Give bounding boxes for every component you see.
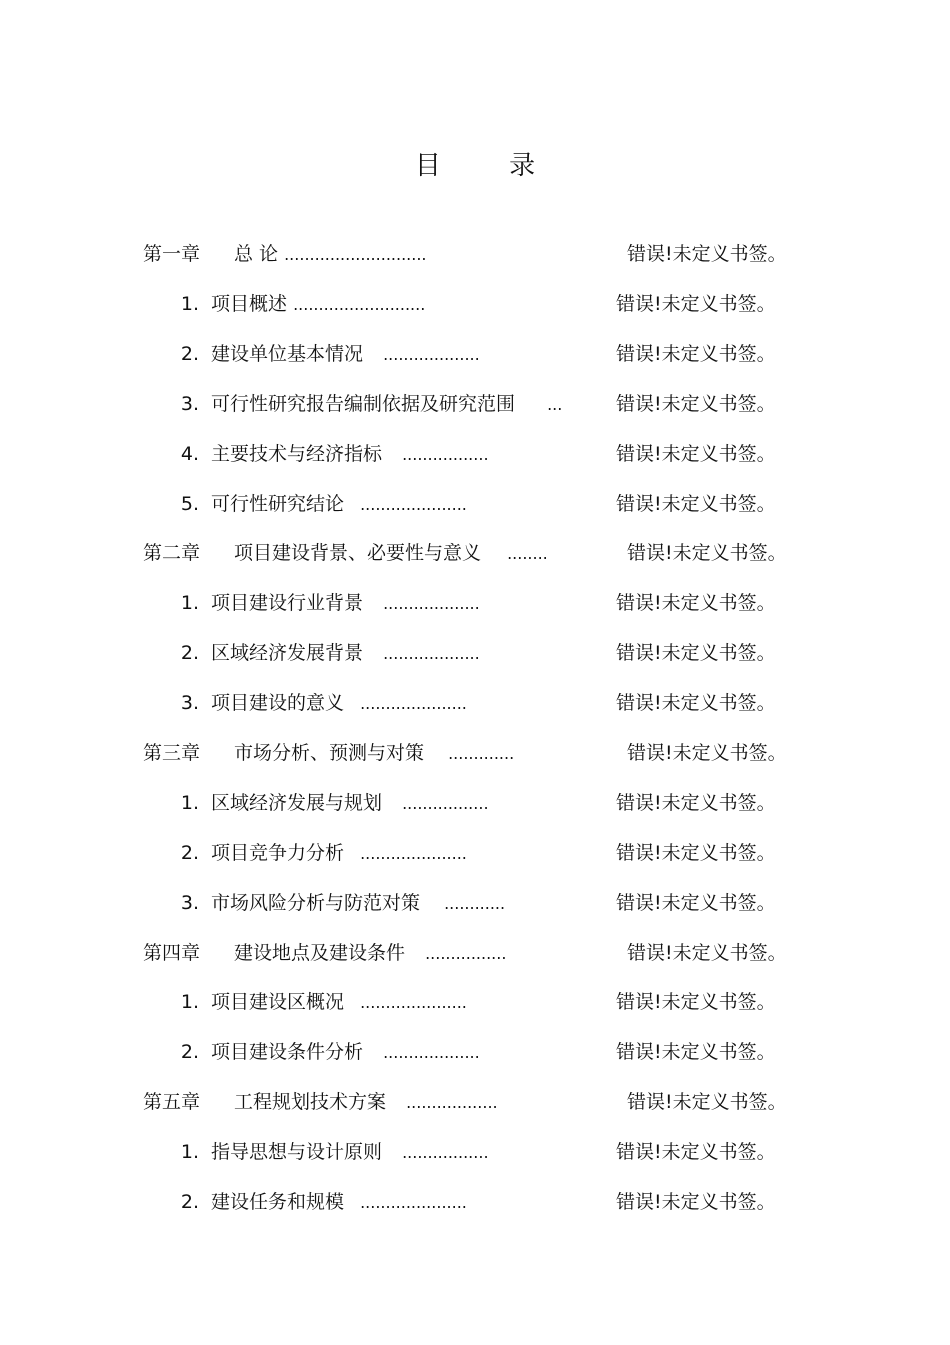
toc-entry-section-3-1[interactable] xyxy=(0,788,950,818)
page-reference: 错误!未定义书签。 xyxy=(616,842,776,864)
page-reference: 错误!未定义书签。 xyxy=(616,592,776,614)
section-title-text: 可行性研究报告编制依据及研究范围 xyxy=(211,393,516,415)
section-number: 3. xyxy=(180,892,199,914)
section-title xyxy=(211,788,489,819)
chapter-title xyxy=(234,938,506,969)
section-title-text: 主要技术与经济指标 xyxy=(211,443,383,465)
toc-entry-section-3-3[interactable] xyxy=(0,888,950,918)
page-title: 目 录 xyxy=(414,151,566,181)
section-title-text: 项目建设区概况 xyxy=(211,991,345,1013)
section-number: 5. xyxy=(180,493,199,515)
chapter-title xyxy=(234,538,548,569)
page-reference: 错误!未定义书签。 xyxy=(616,792,776,814)
chapter-title-text: 总 论 xyxy=(234,243,279,265)
section-title-text: 项目建设的意义 xyxy=(211,692,345,714)
toc-entry-section-1-5[interactable] xyxy=(0,489,950,519)
section-number: 3. xyxy=(180,393,199,415)
section-title xyxy=(211,838,467,869)
dot-leader: ... xyxy=(547,395,563,414)
toc-entry-chapter-3[interactable] xyxy=(0,738,950,768)
page-reference: 错误!未定义书签。 xyxy=(616,393,776,415)
chapter-label: 第四章 xyxy=(143,942,201,964)
section-title xyxy=(211,389,562,420)
dot-leader: .......................... xyxy=(293,295,426,314)
section-number: 2. xyxy=(180,642,199,664)
section-number: 4. xyxy=(180,443,199,465)
dot-leader: ................... xyxy=(383,345,480,364)
toc-entry-chapter-2[interactable] xyxy=(0,538,950,568)
dot-leader: ................. xyxy=(402,794,489,813)
section-title-text: 项目竞争力分析 xyxy=(211,842,345,864)
page-reference: 错误!未定义书签。 xyxy=(616,343,776,365)
chapter-title xyxy=(234,239,427,270)
dot-leader: ..................... xyxy=(360,993,467,1012)
page-reference: 错误!未定义书签。 xyxy=(616,692,776,714)
toc-entry-section-1-1[interactable] xyxy=(0,289,950,319)
section-title xyxy=(211,439,489,470)
page-reference: 错误!未定义书签。 xyxy=(627,542,787,564)
section-title-text: 建设任务和规模 xyxy=(211,1191,345,1213)
chapter-title-text: 项目建设背景、必要性与意义 xyxy=(234,542,482,564)
section-title xyxy=(211,339,480,370)
page-reference: 错误!未定义书签。 xyxy=(627,243,787,265)
dot-leader: ............................ xyxy=(284,245,427,264)
page-reference: 错误!未定义书签。 xyxy=(627,942,787,964)
dot-leader: ........ xyxy=(507,544,548,563)
section-title xyxy=(211,987,467,1018)
page-reference: 错误!未定义书签。 xyxy=(616,991,776,1013)
toc-entry-section-1-3[interactable] xyxy=(0,389,950,419)
chapter-label: 第三章 xyxy=(143,742,201,764)
section-number: 1. xyxy=(180,991,199,1013)
section-title xyxy=(211,638,480,669)
toc-entry-section-2-1[interactable] xyxy=(0,588,950,618)
toc-entry-section-1-2[interactable] xyxy=(0,339,950,369)
section-title xyxy=(211,289,425,320)
chapter-title-text: 建设地点及建设条件 xyxy=(234,942,406,964)
section-number: 2. xyxy=(180,343,199,365)
chapter-title xyxy=(234,738,514,769)
section-title-text: 项目概述 xyxy=(211,293,288,315)
dot-leader: ..................... xyxy=(360,844,467,863)
section-title xyxy=(211,489,467,520)
section-title-text: 可行性研究结论 xyxy=(211,493,345,515)
page-reference: 错误!未定义书签。 xyxy=(616,493,776,515)
section-title xyxy=(211,1037,480,1068)
section-title xyxy=(211,888,505,919)
page-reference: 错误!未定义书签。 xyxy=(616,892,776,914)
page-reference: 错误!未定义书签。 xyxy=(616,443,776,465)
toc-entry-section-5-1[interactable] xyxy=(0,1137,950,1167)
section-title xyxy=(211,688,467,719)
toc-entry-section-4-1[interactable] xyxy=(0,987,950,1017)
section-title xyxy=(211,1187,467,1218)
toc-entry-chapter-5[interactable] xyxy=(0,1087,950,1117)
section-title xyxy=(211,1137,489,1168)
section-title-text: 区域经济发展背景 xyxy=(211,642,364,664)
dot-leader: ................. xyxy=(402,1143,489,1162)
chapter-label: 第一章 xyxy=(143,243,201,265)
section-title-text: 项目建设行业背景 xyxy=(211,592,364,614)
page-reference: 错误!未定义书签。 xyxy=(616,1191,776,1213)
dot-leader: ............. xyxy=(448,744,515,763)
section-number: 1. xyxy=(180,1141,199,1163)
section-number: 2. xyxy=(180,1041,199,1063)
toc-entry-section-4-2[interactable] xyxy=(0,1037,950,1067)
section-title-text: 市场风险分析与防范对策 xyxy=(211,892,421,914)
page-reference: 错误!未定义书签。 xyxy=(627,1091,787,1113)
dot-leader: ................... xyxy=(383,594,480,613)
dot-leader: ................... xyxy=(383,1043,480,1062)
dot-leader: ..................... xyxy=(360,1193,467,1212)
dot-leader: ................. xyxy=(402,445,489,464)
toc-entry-section-2-3[interactable] xyxy=(0,688,950,718)
section-number: 1. xyxy=(180,293,199,315)
section-number: 1. xyxy=(180,792,199,814)
section-number: 2. xyxy=(180,842,199,864)
section-number: 1. xyxy=(180,592,199,614)
section-title-text: 指导思想与设计原则 xyxy=(211,1141,383,1163)
dot-leader: ................ xyxy=(425,944,507,963)
section-title-text: 项目建设条件分析 xyxy=(211,1041,364,1063)
page-reference: 错误!未定义书签。 xyxy=(616,642,776,664)
dot-leader: ..................... xyxy=(360,694,467,713)
toc-entry-chapter-1[interactable] xyxy=(0,239,950,269)
dot-leader: ..................... xyxy=(360,495,467,514)
dot-leader: ............ xyxy=(444,894,506,913)
page-reference: 错误!未定义书签。 xyxy=(616,293,776,315)
section-title-text: 区域经济发展与规划 xyxy=(211,792,383,814)
chapter-title-text: 工程规划技术方案 xyxy=(234,1091,387,1113)
section-title-text: 建设单位基本情况 xyxy=(211,343,364,365)
dot-leader: ................... xyxy=(383,644,480,663)
toc-entry-chapter-4[interactable] xyxy=(0,938,950,968)
chapter-title-text: 市场分析、预测与对策 xyxy=(234,742,425,764)
page-reference: 错误!未定义书签。 xyxy=(627,742,787,764)
section-number: 3. xyxy=(180,692,199,714)
dot-leader: .................. xyxy=(406,1093,498,1112)
page-reference: 错误!未定义书签。 xyxy=(616,1141,776,1163)
page-reference: 错误!未定义书签。 xyxy=(616,1041,776,1063)
chapter-label: 第二章 xyxy=(143,542,201,564)
section-title xyxy=(211,588,480,619)
chapter-title xyxy=(234,1087,498,1118)
chapter-label: 第五章 xyxy=(143,1091,201,1113)
toc-entry-section-5-2[interactable] xyxy=(0,1187,950,1217)
toc-entry-section-2-2[interactable] xyxy=(0,638,950,668)
toc-entry-section-3-2[interactable] xyxy=(0,838,950,868)
toc-entry-section-1-4[interactable] xyxy=(0,439,950,469)
section-number: 2. xyxy=(180,1191,199,1213)
